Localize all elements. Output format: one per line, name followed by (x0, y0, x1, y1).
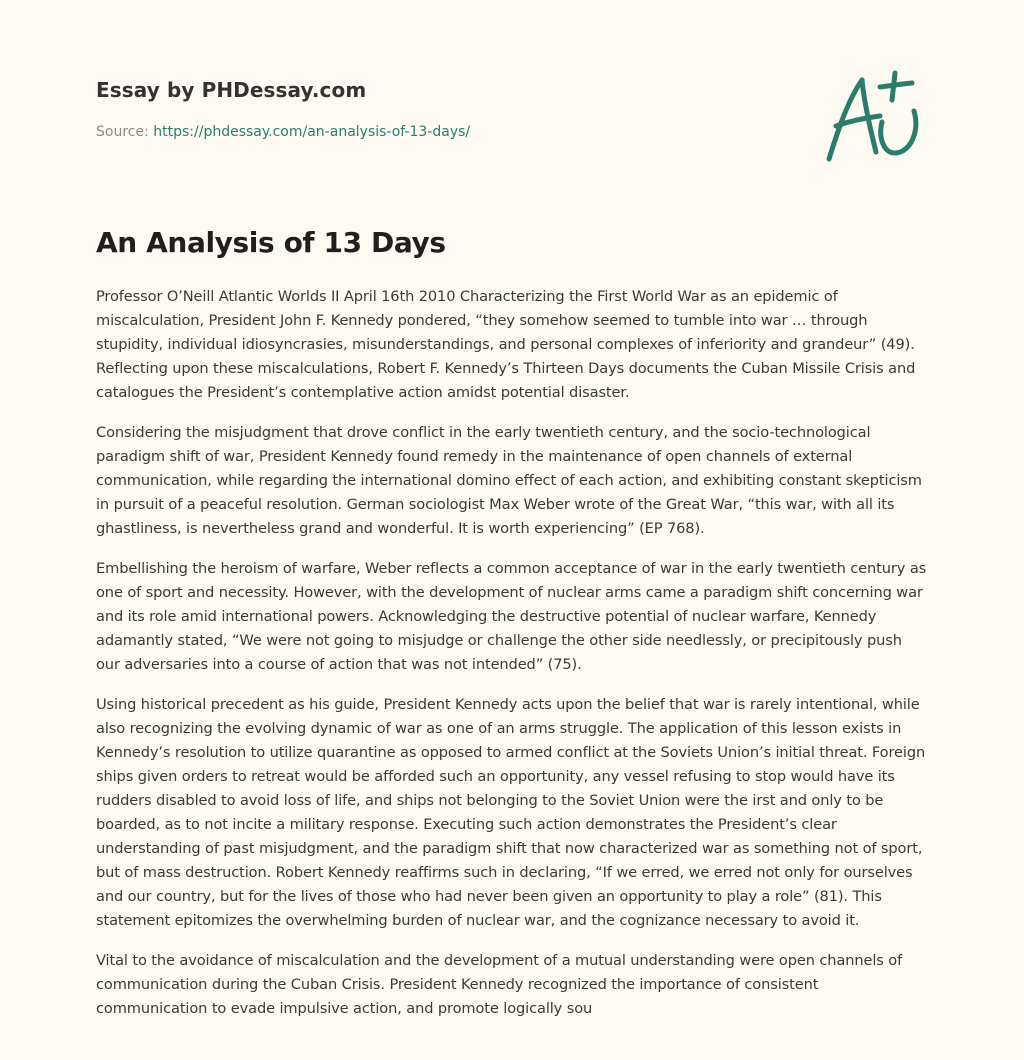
a-plus-logo-icon (824, 66, 928, 166)
essay-paragraph: Vital to the avoidance of miscalculation and the development of a mutual understanding were open channels of communication during the Cuban Crisis. President Kennedy recognized the importance of consistent communication to evade impulsive action, and promote logically sou (96, 952, 903, 1017)
essay-paragraph: Considering the misjudgment that drove conflict in the early twentieth century, and the socio-technological paradigm shift of war, President Kennedy found remedy in the maintenance of open channels of external communication, while regarding the international domino effect of each action, and exhibiting constant skepticism in pursuit of a peaceful resolution. German sociologist Max Weber wrote of the Great War, “this war, with all its ghastliness, is nevertheless grand and wonderful. It is worth experiencing” (EP 768). (96, 424, 922, 537)
essay-paragraph: Professor O’Neill Atlantic Worlds II April 16th 2010 Characterizing the First World War as an epidemic of miscalculation, President John F. Kennedy pondered, “they somehow seemed to tumble into war … through stupidity, individual idiosyncrasies, misunderstandings, and personal complexes of inferiority and grandeur” (49). Reflecting upon these miscalculations, Robert F. Kennedy’s Thirteen Days documents the Cuban Missile Crisis and catalogues the President’s contemplative action amidst potential disaster. (96, 288, 916, 401)
source-link[interactable]: https://phdessay.com/an-analysis-of-13-days/ (153, 124, 471, 140)
essay-paragraph: Embellishing the heroism of warfare, Weber reflects a common acceptance of war in the early twentieth century as one of sport and necessity. However, with the development of nuclear arms came a paradigm shift concerning war and its role amid international powers. Acknowledging the destructive potential of nuclear warfare, Kennedy adamantly stated, “We were not going to misjudge or challenge the other side needlessly, or precipitously push our adversaries into a course of action that was not intended” (75). (96, 560, 927, 673)
a-plus-logo (824, 66, 928, 166)
essay-page (96, 0, 928, 1060)
source-label: Source: (96, 124, 149, 140)
source-line (96, 124, 470, 140)
essay-paragraph: Using historical precedent as his guide, President Kennedy acts upon the belief that war is rarely intentional, while also recognizing the evolving dynamic of war as one of an arms struggle. The application of this lesson exists in Kennedy’s resolution to utilize quarantine as opposed to armed conflict at the Soviets Union’s initial threat. Foreign ships given orders to retreat would be afforded such an opportunity, any vessel refusing to stop would have its rudders disabled to avoid loss of life, and ships not belonging to the Soviet Union were the irst and only to be boarded, as to not incite a military response. Executing such action demonstrates the President’s clear understanding of past misjudgment, and the paradigm shift that now characterized war as something not of sport, but of mass destruction. Robert Kennedy reaffirms such in declaring, “If we erred, we erred not only for ourselves and our country, but for the lives of those who had never been given an opportunity to play a role” (81). This statement epitomizes the overwhelming burden of nuclear war, and the cognizance necessary to avoid it. (96, 696, 926, 929)
essay-title: An Analysis of 13 Days (96, 226, 446, 259)
site-title: Essay by PHDessay.com (96, 78, 367, 102)
essay-body (96, 285, 928, 1037)
